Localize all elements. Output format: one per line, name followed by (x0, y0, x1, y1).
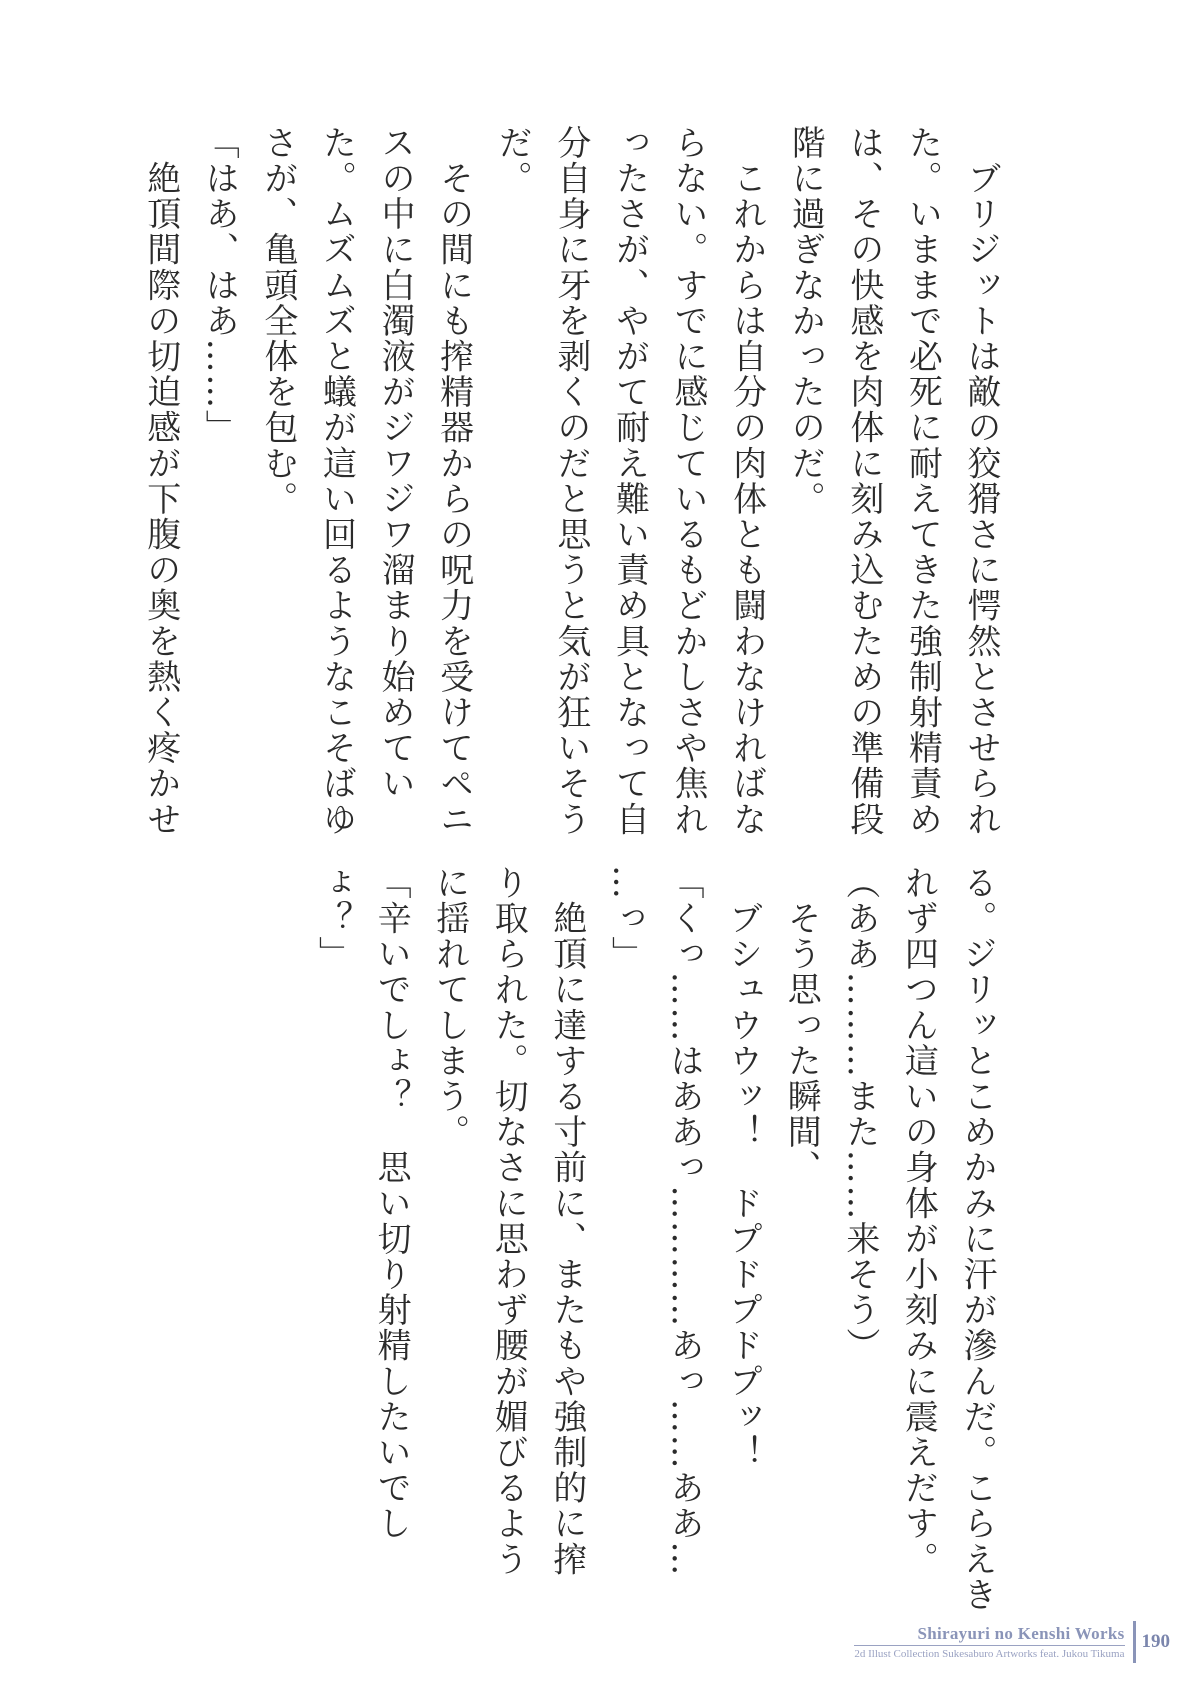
text-block-upper (131, 125, 1010, 837)
footer-subtitle: 2d Illust Collection Sukesaburo Artworks feat. Jukou Tikuma (854, 1645, 1124, 1662)
text-line: …っ」 (605, 865, 646, 972)
page-footer (854, 1612, 1170, 1672)
text-line: ったさが、やがて耐え難い責め具となって自 (609, 125, 650, 837)
text-line: り取られた。切なさに思わず腰が媚びるよう (488, 865, 529, 1577)
text-line: 階に過ぎなかったのだ。 (785, 125, 826, 517)
text-line: （ああ………また……来そう） (839, 865, 880, 1364)
text-line: は、その快感を肉体に刻み込むための準備段 (843, 125, 884, 837)
text-line: 絶頂間際の切迫感が下腹の奥を熱く疼かせ (140, 125, 181, 837)
text-line: その間にも搾精器からの呪力を受けてペニ (433, 125, 474, 837)
text-line: 「はあ、はあ……」 (199, 125, 240, 446)
text-line: ブシュウウッ！ ドプドプドプッ！ (722, 865, 763, 1471)
text-line: に揺れてしまう。 (429, 865, 470, 1150)
text-line: スの中に白濁液がジワジワ溜まり始めてい (375, 125, 416, 802)
text-line: ょ？」 (312, 865, 353, 972)
text-line: 分自身に牙を剥くのだと思うと気が狂いそう (550, 125, 591, 837)
text-line: らない。すでに感じているもどかしさや焦れ (668, 125, 709, 837)
footer-title: Shirayuri no Kenshi Works (917, 1623, 1125, 1643)
text-line: 「辛いでしょ？ 思い切り射精したいでし (371, 865, 412, 1542)
text-line: だ。 (492, 125, 533, 197)
text-line: た。ムズムズと蟻が這い回るようなこそばゆ (316, 125, 357, 837)
text-line: れず四つん這いの身体が小刻みに震えだす。 (898, 865, 939, 1577)
text-line: これからは自分の肉体とも闘わなければな (726, 125, 767, 837)
text-line: た。いままで必死に耐えてきた強制射精責め (902, 125, 943, 837)
text-line: 絶頂に達する寸前に、またもや強制的に搾 (546, 865, 587, 1577)
footer-credits (854, 1623, 1132, 1662)
text-block-lower (303, 865, 1006, 1613)
text-line: さが、亀頭全体を包む。 (257, 125, 298, 517)
text-line: ブリジットは敵の狡猾さに愕然とさせられ (961, 125, 1001, 837)
text-line: 「くっ……はああっ…………あっ……ああ… (664, 865, 705, 1577)
text-line: そう思った瞬間、 (781, 865, 822, 1186)
page-number: 190 (1141, 1631, 1170, 1652)
text-line: る。ジリッとこめかみに汗が滲んだ。こらえき (957, 865, 997, 1613)
